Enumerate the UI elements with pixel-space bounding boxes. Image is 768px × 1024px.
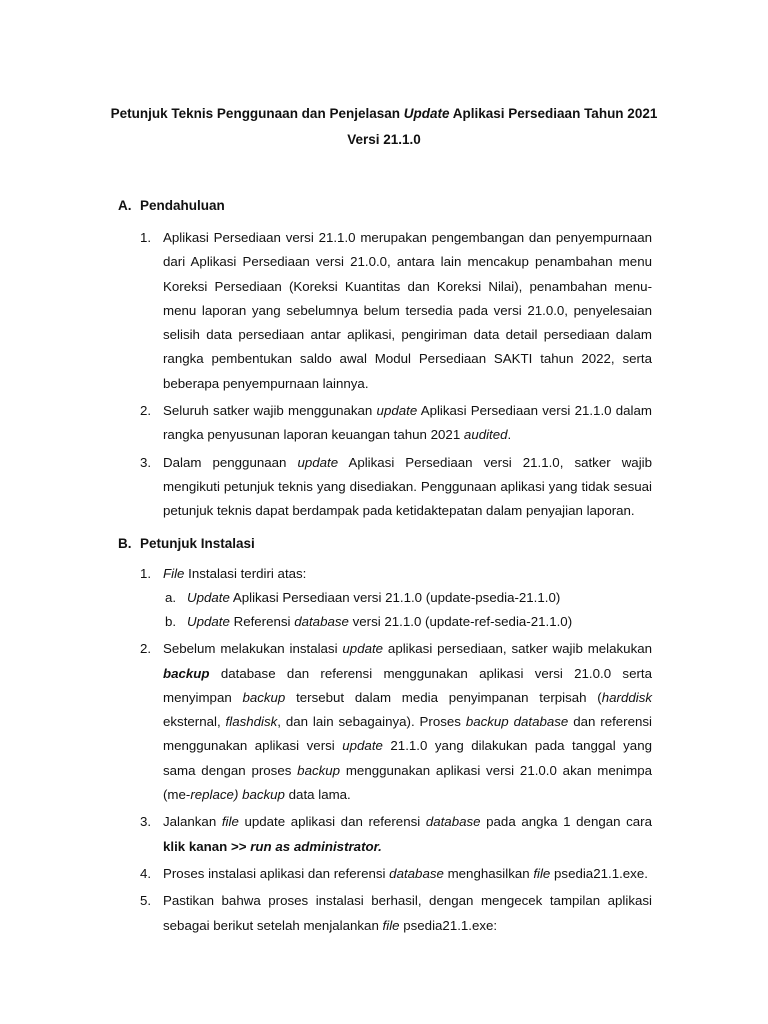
section-a-list [118,226,652,527]
list-item: 1. File Instalasi terdiri atas: [140,566,307,581]
list-item: 5. Pastikan bahwa proses instalasi berhasil, dengan mengecek tampilan aplikasi sebagai berikut setelah menjalankan file psedia21.1.exe: [140,893,652,933]
list-item: 1. Aplikasi Persediaan versi 21.1.0 merupakan pengembangan dan penyempurnaan dari Aplikasi Persediaan versi 21.0.0, antara lain mencakup penambahan menu Koreksi Persediaan (Koreksi Kuantitas dan Koreksi Nilai), penambahan menu-menu laporan yang sebelumnya belum tersedia pada versi 21.0.0, penyelesaian selisih data persediaan antar aplikasi, pengiriman data detail persediaan dalam rangka pembentukan saldo awal Modul Persediaan SAKTI tahun 2022, serta beberapa penyempurnaan lainnya. [140,230,652,391]
list-item: 2. Sebelum melakukan instalasi update aplikasi persediaan, satker wajib melakukan backup database dan referensi menggunakan aplikasi versi 21.0.0 serta menyimpan backup tersebut dalam media penyimpanan terpisah (harddisk eksternal, flashdisk, dan lain sebagainya). Proses backup database dan referensi menggunakan aplikasi versi update 21.1.0 yang dilakukan pada tanggal yang sama dengan proses backup menggunakan aplikasi versi 21.0.0 akan menimpa (me-replace) backup data lama. [140,641,653,803]
document-title: Petunjuk Teknis Penggunaan dan Penjelasan Update Aplikasi Persediaan Tahun 2021 [110,106,658,121]
sub-list-item: b. Update Referensi database versi 21.1.0 (update-ref-sedia-21.1.0) [165,614,573,630]
document-version: Versi 21.1.0 [347,132,421,147]
list-item: 2. Seluruh satker wajib menggunakan update Aplikasi Persediaan versi 21.1.0 dalam rangka penyusunan laporan keuangan tahun 2021 audited. [140,403,652,443]
list-item: 3. Jalankan file update aplikasi dan referensi database pada angka 1 dengan cara klik kanan >> run as administrator. [140,814,653,854]
section-b-heading: B. Petunjuk Instalasi [118,536,255,551]
list-item: 3. Dalam penggunaan update Aplikasi Persediaan versi 21.1.0, satker wajib mengikuti petunjuk teknis yang disediakan. Penggunaan aplikasi yang tidak sesuai petunjuk teknis dapat berdampak pada ketidaktepatan dalam penyajian laporan. [140,454,652,519]
sub-list-item: a. Update Aplikasi Persediaan versi 21.1.0 (update-psedia-21.1.0) [165,590,561,606]
section-b-list [118,562,652,941]
section-a-heading: A. Pendahuluan [118,198,225,213]
list-item: 4. Proses instalasi aplikasi dan referensi database menghasilkan file psedia21.1.exe. [140,865,648,881]
